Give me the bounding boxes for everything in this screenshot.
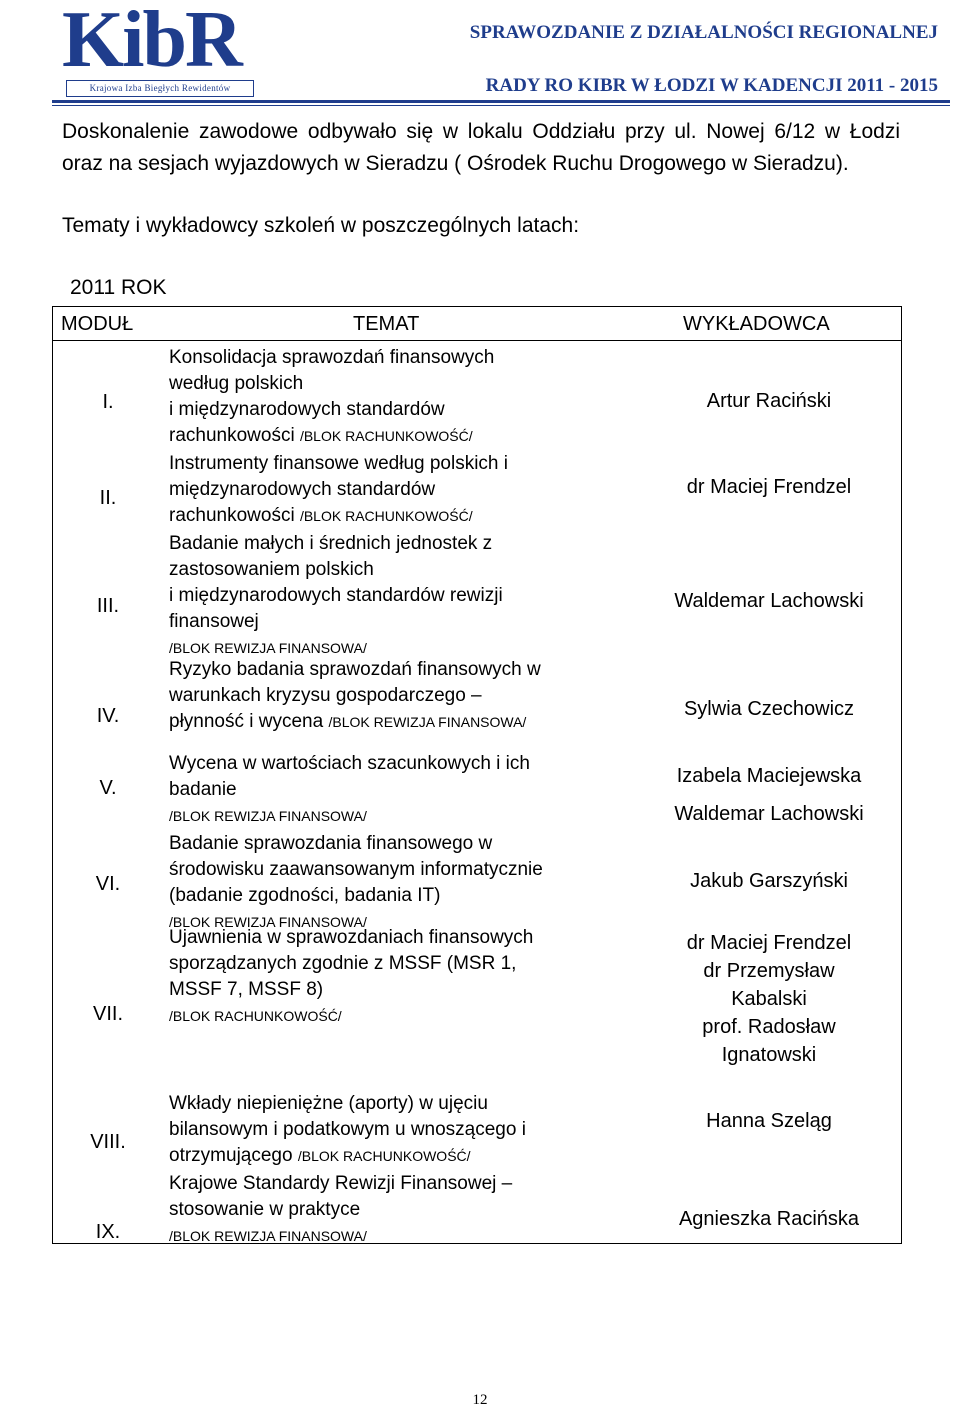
topic-line: Krajowe Standardy Rewizji Finansowej – (169, 1173, 513, 1194)
topic-line: Wkłady niepieniężne (aporty) w ujęciu (169, 1093, 488, 1114)
lecturer-name: dr Maciej Frendzel (686, 476, 852, 498)
topic-cell (169, 1091, 639, 1169)
topic-tail: rachunkowości (169, 425, 295, 446)
block-label: /BLOK RACHUNKOWOŚĆ/ (297, 1148, 471, 1164)
lecturer-name: dr Maciej Frendzel (686, 932, 852, 954)
lecturer-cell (637, 473, 901, 501)
lecturer-cell (637, 757, 901, 833)
table-row (53, 527, 901, 656)
lecturer-cell (637, 1205, 901, 1233)
topic-line: Badanie sprawozdania finansowego w (169, 833, 493, 854)
lecturer-cell (637, 695, 901, 723)
header-rule-thin (52, 105, 950, 106)
lecturer-name: dr Przemysław (703, 960, 835, 982)
topic-line: i międzynarodowych standardów (169, 399, 445, 420)
topic-cell (169, 751, 639, 829)
topic-cell (169, 345, 639, 449)
module-number: VI. (95, 873, 121, 895)
page-number: 12 (472, 1392, 488, 1408)
topic-line: (badanie zgodności, badania IT) (169, 885, 441, 906)
header-rule (52, 100, 950, 103)
module-number: V. (99, 777, 117, 799)
table-row (53, 341, 901, 447)
lecturer-name: Waldemar Lachowski (674, 803, 864, 825)
module-number: VII. (92, 1003, 123, 1025)
table-row (53, 921, 901, 1087)
lecturer-name: Izabela Maciejewska (676, 765, 862, 787)
module-number: III. (96, 595, 120, 617)
topic-line: MSSF 7, MSSF 8) (169, 979, 324, 1000)
table-row (53, 447, 901, 527)
topic-cell (169, 1171, 639, 1249)
intro-paragraph: Doskonalenie zawodowe odbywało się w lokalu Oddziału przy ul. Nowej 6/12 w Łodzi oraz na sesjach wyjazdowych w Sieradzu ( Ośrodek Ruchu Drogowego w Sieradzu). (62, 120, 900, 175)
topic-cell (169, 831, 639, 935)
header-module: MODUŁ (61, 313, 134, 335)
lecturer-name: Kabalski (731, 988, 807, 1010)
block-label: /BLOK RACHUNKOWOŚĆ/ (169, 1008, 342, 1024)
table-row (53, 653, 901, 747)
year-heading: 2011 ROK (70, 276, 167, 299)
topic-line: Konsolidacja sprawozdań finansowych (169, 347, 495, 368)
module-number: II. (99, 487, 117, 509)
topic-line: finansowej (169, 611, 259, 632)
topic-last-line (169, 709, 639, 735)
topics-heading: Tematy i wykładowcy szkoleń w poszczególnych latach: (62, 214, 580, 237)
header-lecturer: WYKŁADOWCA (683, 313, 830, 335)
block-label: /BLOK REWIZJA FINANSOWA/ (169, 808, 367, 824)
logo-main-text: KibR (62, 0, 241, 84)
topic-last-line (169, 803, 639, 829)
topic-cell (169, 925, 639, 1029)
lecturer-name: Sylwia Czechowicz (683, 698, 855, 720)
topic-line: warunkach kryzysu gospodarczego – (169, 685, 482, 706)
lecturer-cell (637, 587, 901, 615)
topic-line: zastosowaniem polskich (169, 559, 374, 580)
table-row (53, 827, 901, 930)
table-row (53, 1167, 901, 1245)
topic-line: i międzynarodowych standardów rewizji (169, 585, 503, 606)
lecturer-cell (637, 387, 901, 415)
topic-line: badanie (169, 779, 237, 800)
block-label: /BLOK REWIZJA FINANSOWA/ (328, 714, 527, 730)
block-label: /BLOK RACHUNKOWOŚĆ/ (299, 508, 473, 524)
page-header (0, 0, 960, 110)
topic-last-line (169, 1003, 639, 1029)
topic-line: środowisku zaawansowanym informatycznie (169, 859, 543, 880)
lecturer-name: Ignatowski (721, 1044, 817, 1066)
header-topic: TEMAT (353, 313, 420, 335)
lecturer-name: Jakub Garszyński (690, 870, 848, 892)
training-table (52, 306, 902, 1244)
topic-line: Wycena w wartościach szacunkowych i ich (169, 753, 530, 774)
lecturer-name: Waldemar Lachowski (674, 590, 864, 612)
topic-line: Badanie małych i średnich jednostek z (169, 533, 493, 554)
topic-last-line (169, 1143, 639, 1169)
topic-line: Ryzyko badania sprawozdań finansowych w (169, 659, 541, 680)
lecturer-cell (637, 867, 901, 895)
topic-last-line (169, 423, 639, 449)
topic-tail: rachunkowości (169, 505, 295, 526)
module-number: IV. (96, 705, 120, 727)
topic-cell (169, 531, 639, 661)
topic-line: międzynarodowych standardów (169, 479, 436, 500)
block-label: /BLOK RACHUNKOWOŚĆ/ (299, 428, 473, 444)
topic-line: stosowanie w praktyce (169, 1199, 361, 1220)
block-label: /BLOK REWIZJA FINANSOWA/ (169, 640, 367, 656)
lecturer-cell (637, 1107, 901, 1135)
lecturer-name: Artur Raciński (706, 390, 832, 412)
module-number: IX. (95, 1221, 121, 1243)
table-row (53, 747, 901, 827)
topic-tail: płynność i wycena (169, 711, 324, 732)
lecturer-name: Hanna Szeląg (706, 1110, 832, 1132)
topic-cell (169, 657, 639, 735)
module-number: I. (102, 391, 114, 413)
kibr-logo (62, 0, 252, 94)
topic-cell (169, 451, 639, 529)
lecturer-name: prof. Radosław (702, 1016, 836, 1038)
topic-last-line (169, 503, 639, 529)
topic-last-line (169, 1223, 639, 1249)
lecturer-cell (637, 929, 901, 1069)
topic-line: Ujawnienia w sprawozdaniach finansowych (169, 927, 534, 948)
lecturer-name: Agnieszka Racińska (678, 1208, 860, 1230)
report-title-line2: RADY RO KIBR W ŁODZI W KADENCJI 2011 - 2015 (485, 75, 938, 96)
report-title-line1: SPRAWOZDANIE Z DZIAŁALNOŚCI REGIONALNEJ (469, 22, 938, 43)
module-number: VIII. (90, 1131, 126, 1153)
topic-line: sporządzanych zgodnie z MSSF (MSR 1, (169, 953, 517, 974)
block-label: /BLOK REWIZJA FINANSOWA/ (169, 914, 367, 930)
topic-line: według polskich (169, 373, 304, 394)
table-row (53, 1087, 901, 1167)
topic-line: bilansowym i podatkowym u wnoszącego i (169, 1119, 526, 1140)
topic-line: Instrumenty finansowe według polskich i (169, 453, 509, 474)
block-label: /BLOK REWIZJA FINANSOWA/ (169, 1228, 367, 1244)
logo-subtitle: Krajowa Izba Biegłych Rewidentów (66, 80, 254, 97)
topic-tail: otrzymującego (169, 1145, 293, 1166)
